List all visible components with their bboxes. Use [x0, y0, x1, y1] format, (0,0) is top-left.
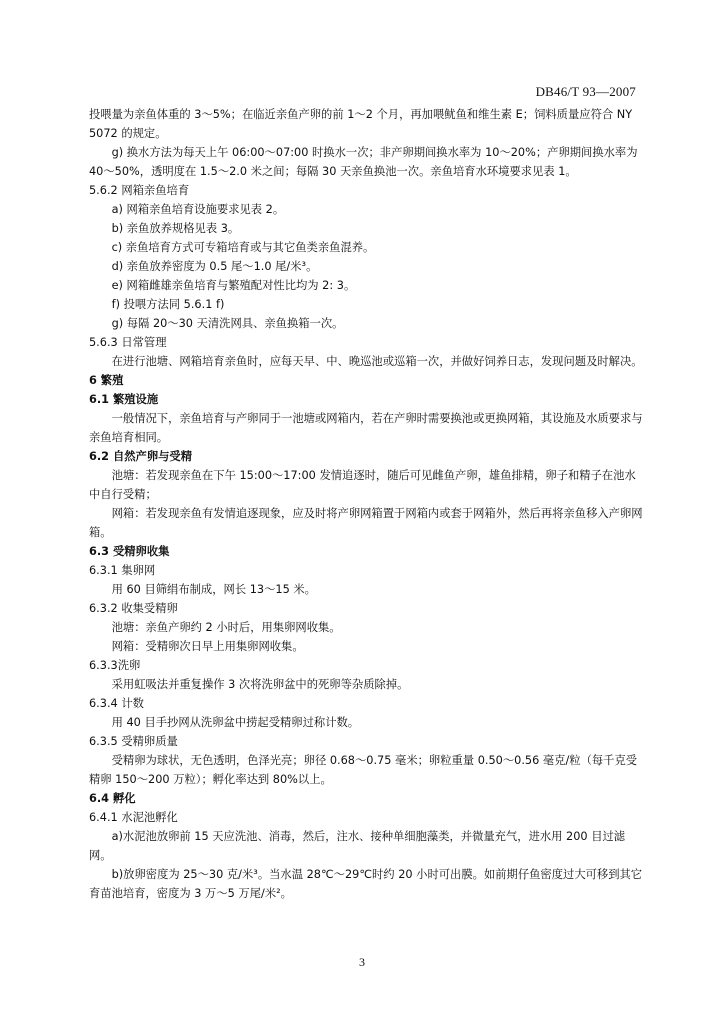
paragraph: 用 40 目手抄网从洗卵盆中捞起受精卵过称计数。 — [111, 716, 360, 729]
paragraph: g) 每隔 20～30 天清洗网具、亲鱼换箱一次。 — [111, 317, 344, 330]
subsection-heading: 6.4.1 水泥池孵化 — [89, 811, 178, 824]
subsection-heading: 6.3.3洗卵 — [89, 659, 141, 672]
paragraph: a) 网箱亲鱼培育设施要求见表 2。 — [111, 203, 285, 216]
paragraph: 网箱：受精卵次日早上用集卵网收集。 — [111, 640, 304, 653]
paragraph: 池塘：亲鱼产卵约 2 小时后，用集卵网收集。 — [111, 621, 341, 634]
paragraph: 受精卵为球状，无色透明，色泽光亮；卵径 0.68～0.75 毫米；卵粒重量 0.50～0.56 毫克/粒（每千克受精卵 150～200 万粒）；孵化率达到 80%以上。 — [89, 754, 638, 786]
subsection-heading: 6.3.4 计数 — [89, 697, 144, 710]
subsection-heading: 6.3.2 收集受精卵 — [89, 602, 178, 615]
paragraph: b) 亲鱼放养规格见表 3。 — [111, 222, 240, 235]
paragraph: 一般情况下，亲鱼培育与产卵同于一池塘或网箱内，若在产卵时需要换池或更换网箱，其设施及水质要求与亲鱼培育相同。 — [89, 412, 643, 444]
paragraph: 采用虹吸法并重复操作 3 次将洗卵盆中的死卵等杂质除掉。 — [111, 678, 409, 691]
paragraph: a)水泥池放卵前 15 天应洗池、消毒，然后，注水、接种单细胞藻类，并微量充气，进水用 200 目过滤网。 — [89, 830, 626, 862]
subsection-heading: 5.6.2 网箱亲鱼培育 — [89, 184, 190, 197]
section-heading: 6.2 自然产卵与受精 — [89, 450, 193, 463]
paragraph: d) 亲鱼放养密度为 0.5 尾～1.0 尾/米³。 — [111, 260, 318, 273]
document-body — [89, 105, 647, 903]
section-heading: 6.4 孵化 — [89, 792, 136, 805]
paragraph: 在进行池塘、网箱培育亲鱼时，应每天早、中、晚巡池或巡箱一次，并做好饲养日志，发现问题及时解决。 — [111, 355, 643, 368]
subsection-heading: 5.6.3 日常管理 — [89, 336, 167, 349]
paragraph: f) 投喂方法同 5.6.1 f) — [111, 298, 225, 311]
document-id: DB46/T 93—2007 — [535, 84, 636, 99]
chapter-heading: 6 繁殖 — [89, 374, 124, 387]
page-number: 3 — [359, 955, 365, 969]
paragraph: c) 亲鱼培育方式可专箱培育或与其它鱼类亲鱼混养。 — [111, 241, 375, 254]
paragraph: g) 换水方法为每天上午 06:00～07:00 时换水一次；非产卵期间换水率为 10～20%；产卵期间换水率为 40～50%，透明度在 1.5～2.0 米之间；每隔 30 天亲鱼换池一次。亲鱼培育水环境要求见表 1。 — [89, 146, 638, 178]
section-heading: 6.3 受精卵收集 — [89, 545, 170, 558]
subsection-heading: 6.3.1 集卵网 — [89, 564, 156, 577]
subsection-heading: 6.3.5 受精卵质量 — [89, 735, 178, 748]
section-heading: 6.1 繁殖设施 — [89, 393, 159, 406]
paragraph: 投喂量为亲鱼体重的 3～5%；在临近亲鱼产卵的前 1～2 个月，再加喂鱿鱼和维生素 E；饲料质量应符合 NY 5072 的规定。 — [89, 108, 633, 140]
paragraph: 用 60 目筛绢布制成，网长 13～15 米。 — [111, 583, 316, 596]
paragraph: e) 网箱雌雄亲鱼培育与繁殖配对性比均为 2: 3。 — [111, 279, 356, 292]
paragraph: b)放卵密度为 25～30 克/米³。当水温 28℃～29℃时约 20 小时可出膜。如前期仔鱼密度过大可移到其它育苗池培育，密度为 3 万～5 万尾/米²。 — [89, 868, 643, 900]
paragraph: 池塘：若发现亲鱼在下午 15:00～17:00 发情追逐时，随后可见雌鱼产卵，雄鱼排精，卵子和精子在池水中自行受精； — [89, 469, 636, 501]
paragraph: 网箱：若发现亲鱼有发情追逐现象，应及时将产卵网箱置于网箱内或套于网箱外，然后再将亲鱼移入产卵网箱。 — [89, 507, 643, 539]
